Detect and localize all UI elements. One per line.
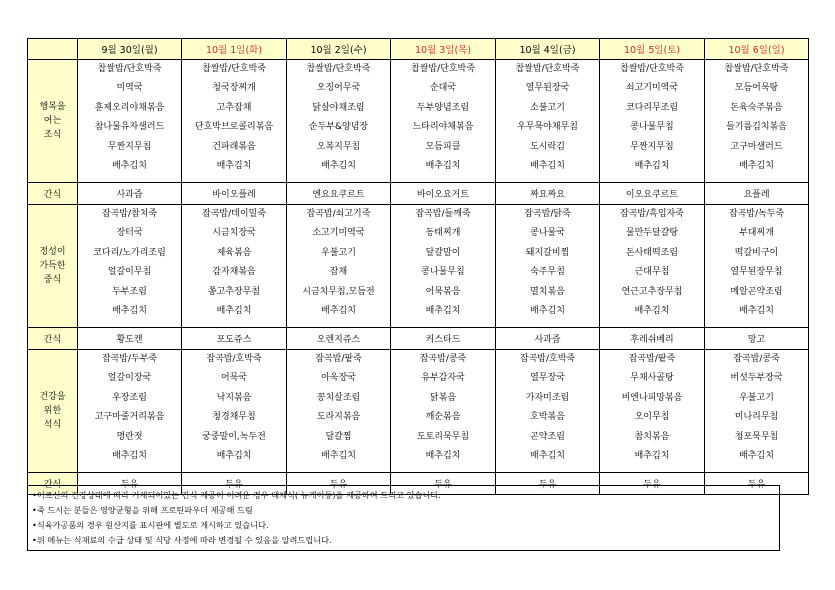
snack-item: 두유 <box>496 473 600 495</box>
day-header: 10월 2일(수) <box>287 39 391 60</box>
menu-item: 배추김치 <box>216 450 252 461</box>
menu-item: 고구마샐러드 <box>730 141 783 152</box>
menu-item: 잡곡밥/콩죽 <box>733 354 780 364</box>
menu-item: 가자미조림 <box>525 392 570 403</box>
snack-item: 두유 <box>705 473 809 495</box>
menu-item: 열무장국 <box>530 373 565 384</box>
menu-item: 깨순볶음 <box>425 412 461 423</box>
menu-item: 소불고기 <box>530 102 565 113</box>
menu-item: 잡채 <box>329 267 348 278</box>
day-menu-cell <box>78 60 182 183</box>
menu-item: 모듬피클 <box>425 141 461 152</box>
menu-item: 느타리야채볶음 <box>412 122 474 133</box>
day-menu-cell <box>182 350 287 473</box>
menu-item: 미나리무침 <box>734 412 779 423</box>
day-menu-cell <box>600 205 705 328</box>
menu-item: 찹쌀밥/단호박죽 <box>620 64 684 74</box>
snack-item: 바이오요거트 <box>391 183 496 205</box>
meal-category: 정성이 가득한 중식 <box>28 205 78 328</box>
menu-item: 청국장찌개 <box>212 83 256 94</box>
day-menu-cell <box>78 350 182 473</box>
meal-category: 건강을 위한 석식 <box>28 350 78 473</box>
menu-item: 잡곡밥/팥죽 <box>315 354 362 364</box>
menu-item: 무채사골탕 <box>630 373 674 384</box>
day-menu-cell <box>287 205 391 328</box>
day-menu-cell <box>705 205 809 328</box>
day-menu-cell <box>391 350 496 473</box>
menu-item: 도라지볶음 <box>316 412 361 423</box>
menu-item: 돈육숙주볶음 <box>730 102 783 113</box>
menu-item: 배추김치 <box>634 305 670 316</box>
menu-item: 숙주무침 <box>530 267 565 278</box>
menu-item: 청포묵무침 <box>734 431 779 442</box>
snack-item: 두유 <box>287 473 391 495</box>
menu-item: 콩나물무침 <box>421 267 465 278</box>
menu-item: 잡곡밥/흑임자죽 <box>620 209 684 219</box>
menu-item: 돈사태떡조림 <box>625 247 679 258</box>
menu-item: 시금치무침,모듬전 <box>302 286 375 297</box>
menu-item: 잡곡밥/닭죽 <box>524 209 571 219</box>
menu-item: 잡곡밥/데이밀죽 <box>202 209 266 219</box>
snack-item: 두유 <box>600 473 705 495</box>
menu-item: 청경채무침 <box>212 412 256 423</box>
menu-item: 잡곡밥/녹두죽 <box>728 209 785 219</box>
day-menu-cell <box>78 205 182 328</box>
menu-item: 아욱장국 <box>321 373 356 384</box>
day-header: 9월 30일(월) <box>78 39 182 60</box>
menu-item: 시금치장국 <box>212 228 256 239</box>
menu-item: 잡곡밥/팥죽 <box>628 354 676 364</box>
menu-item: 열무된장국 <box>525 83 570 94</box>
day-menu-cell <box>391 60 496 183</box>
menu-item: 참나물유자샐러드 <box>94 122 165 133</box>
snack-item: 엔요요쿠르트 <box>287 183 391 205</box>
menu-item: 유부감자국 <box>421 373 465 384</box>
menu-item: 배추김치 <box>739 450 774 461</box>
menu-item: 배추김치 <box>112 160 147 171</box>
menu-item: 제육볶음 <box>216 247 252 258</box>
menu-item: 잡곡밥/두부죽 <box>101 354 158 364</box>
menu-item: 물만두달걀탕 <box>625 228 679 239</box>
day-menu-cell <box>600 60 705 183</box>
menu-item: 잡곡밥/콩죽 <box>419 354 467 364</box>
menu-item: 꽁치살조림 <box>316 392 361 403</box>
menu-item: 배추김치 <box>425 160 461 171</box>
menu-item: 장터국 <box>116 228 143 239</box>
menu-item: 무짠지무침 <box>107 141 152 152</box>
menu-item: 배추김치 <box>739 160 774 171</box>
menu-item: 얼갈이장국 <box>107 373 152 384</box>
menu-item: 코다리무조림 <box>625 102 679 113</box>
meal-row <box>28 205 809 328</box>
menu-item: 코다리/노가리조림 <box>93 247 166 258</box>
menu-item: 달걀말이 <box>425 247 461 258</box>
menu-item: 단호박브로콜리볶음 <box>194 122 274 133</box>
menu-item: 잡곡밥/들깨죽 <box>415 209 471 219</box>
day-header: 10월 4일(금) <box>496 39 600 60</box>
menu-item: 찹쌀밥/단호박죽 <box>202 64 266 74</box>
menu-item: 잡곡밥/참치죽 <box>101 209 158 219</box>
menu-item: 잡곡밥/쇠고기죽 <box>306 209 371 219</box>
meal-category: 행복을 여는 조식 <box>28 60 78 183</box>
day-menu-cell <box>182 205 287 328</box>
corner-cell <box>28 39 78 60</box>
menu-item: 고구마줄거리볶음 <box>94 412 165 423</box>
day-menu-cell <box>182 60 287 183</box>
menu-item: 무짠지무침 <box>630 141 674 152</box>
menu-item: 근대무침 <box>634 267 670 278</box>
header-row <box>28 39 809 60</box>
menu-item: 배추김치 <box>530 305 565 316</box>
menu-item: 쇠고기미역국 <box>625 83 679 94</box>
day-header: 10월 3일(목) <box>391 39 496 60</box>
snack-label: 간식 <box>28 473 78 495</box>
menu-item: 오징어무국 <box>316 83 361 94</box>
menu-item: 배추김치 <box>112 450 147 461</box>
menu-item: 배추김치 <box>634 450 670 461</box>
snack-item: 이오요쿠르트 <box>600 183 705 205</box>
menu-item: 궁중말이,녹두전 <box>202 431 266 442</box>
day-menu-cell <box>391 205 496 328</box>
menu-item: 연근고추장무침 <box>621 286 683 297</box>
menu-item: 어묵국 <box>220 373 248 384</box>
snack-item: 두유 <box>182 473 287 495</box>
menu-item: 어묵볶음 <box>425 286 461 297</box>
snack-item: 요플레 <box>705 183 809 205</box>
snack-item: 커스타드 <box>391 328 496 350</box>
menu-item: 들기름김치볶음 <box>726 122 787 133</box>
menu-item: 동태찌개 <box>425 228 461 239</box>
menu-item: 버섯두부장국 <box>730 373 783 384</box>
menu-item: 배추김치 <box>425 305 461 316</box>
menu-item: 닭살야채조림 <box>312 102 365 113</box>
menu-item: 배추김치 <box>321 305 356 316</box>
day-menu-cell <box>496 60 600 183</box>
menu-item: 두부양념조림 <box>416 102 470 113</box>
snack-label: 간식 <box>28 183 78 205</box>
note-line: •어르신의 건강상태에 따라 기재되어있는 간식 제공이 어려운 경우 대체식( 뉴케어등)을 제공하여 드리고 있습니다. <box>32 490 441 500</box>
menu-item: 찹쌀밥/단호박죽 <box>515 64 580 74</box>
menu-item: 고추잡채 <box>216 102 252 113</box>
menu-item: 우불고기 <box>739 392 774 403</box>
menu-item: 배추김치 <box>425 450 461 461</box>
meal-row <box>28 350 809 473</box>
menu-item: 닭볶음 <box>429 392 457 403</box>
menu-item: 두부조림 <box>112 286 147 297</box>
menu-item: 배추김치 <box>321 450 356 461</box>
menu-item: 잡곡밥/호박죽 <box>519 354 576 364</box>
menu-item: 달걀찜 <box>325 431 352 442</box>
menu-item: 배추김치 <box>112 305 147 316</box>
menu-item: 미역국 <box>116 83 143 94</box>
menu-item: 우장조림 <box>112 392 147 403</box>
menu-item: 순두부&양념장 <box>308 122 369 133</box>
snack-item: 바이오플레 <box>182 183 287 205</box>
note-line: •식육가공품의 경우 원산지를 표시판에 별도로 게시하고 있습니다. <box>32 520 269 530</box>
meal-row <box>28 60 809 183</box>
day-header: 10월 1일(화) <box>182 39 287 60</box>
menu-item: 배추김치 <box>216 305 252 316</box>
menu-item: 배추김치 <box>216 160 252 171</box>
day-menu-cell <box>287 60 391 183</box>
menu-item: 배추김치 <box>530 450 565 461</box>
snack-row <box>28 328 809 350</box>
menu-item: 찹쌀밥/단호박죽 <box>411 64 475 74</box>
menu-item: 도토리묵무침 <box>416 431 470 442</box>
menu-item: 쫑고추장무침 <box>207 286 261 297</box>
menu-item: 소고기미역국 <box>312 228 365 239</box>
menu-item: 낙지볶음 <box>216 392 252 403</box>
snack-item: 두유 <box>391 473 496 495</box>
snack-item: 두유 <box>78 473 182 495</box>
menu-item: 참치볶음 <box>634 431 670 442</box>
menu-item: 배추김치 <box>530 160 565 171</box>
snack-item: 포도쥬스 <box>182 328 287 350</box>
day-menu-cell <box>600 350 705 473</box>
snack-item: 후레쉬베리 <box>600 328 705 350</box>
meal-rows <box>28 60 809 495</box>
note-line: •위 메뉴는 식재료의 수급 상태 및 식당 사정에 따라 변경될 수 있음을 알려드립니다. <box>32 535 332 545</box>
note-line: •죽 드시는 분들은 영양균형을 위해 프로틴파우더 제공해 드림 <box>32 505 253 515</box>
snack-item: 사과즙 <box>78 183 182 205</box>
menu-item: 우무묵야채무침 <box>517 122 578 133</box>
snack-item: 황도캔 <box>78 328 182 350</box>
snack-label: 간식 <box>28 328 78 350</box>
weekly-menu-table <box>27 38 809 495</box>
snack-item: 오렌지쥬스 <box>287 328 391 350</box>
snack-item: 짜요짜요 <box>496 183 600 205</box>
day-header: 10월 6일(일) <box>705 39 809 60</box>
menu-item: 오이무침 <box>634 412 670 423</box>
menu-item: 건파래볶음 <box>212 141 256 152</box>
menu-item: 콩나물무침 <box>630 122 674 133</box>
menu-item: 잡곡밥/호박죽 <box>206 354 262 364</box>
menu-item: 훈제오리야채볶음 <box>94 102 165 113</box>
menu-item: 콩나물국 <box>530 228 565 239</box>
menu-item: 돼지갈비찜 <box>525 247 570 258</box>
menu-item: 비엔나피망볶음 <box>621 392 683 403</box>
menu-item: 오복지무침 <box>316 141 361 152</box>
menu-item: 열무된장무침 <box>730 267 783 278</box>
menu-item: 배추김치 <box>634 160 670 171</box>
menu-item: 찹쌀밥/단호박죽 <box>97 64 162 74</box>
menu-item: 감자채볶음 <box>212 267 256 278</box>
day-menu-cell <box>705 350 809 473</box>
menu-item: 얼갈이무침 <box>107 267 152 278</box>
menu-item: 모듬어묵탕 <box>734 83 779 94</box>
menu-item: 부대찌개 <box>739 228 774 239</box>
menu-item: 찹쌀밥/단호박죽 <box>306 64 371 74</box>
menu-item: 우불고기 <box>321 247 356 258</box>
day-menu-cell <box>496 350 600 473</box>
menu-item: 멸치볶음 <box>530 286 565 297</box>
notes-box <box>27 485 780 551</box>
menu-item: 찹쌀밥/단호박죽 <box>724 64 789 74</box>
menu-item: 떡갈비구이 <box>734 247 779 258</box>
menu-item: 도시락김 <box>530 141 565 152</box>
menu-item: 명란젓 <box>116 431 143 442</box>
day-menu-cell <box>705 60 809 183</box>
menu-item: 메알곤약조림 <box>730 286 783 297</box>
snack-item: 사과즙 <box>496 328 600 350</box>
day-menu-cell <box>496 205 600 328</box>
snack-item: 망고 <box>705 328 809 350</box>
menu-item: 순대국 <box>429 83 457 94</box>
menu-item: 배추김치 <box>739 305 774 316</box>
menu-item: 곤약조림 <box>530 431 565 442</box>
day-menu-cell <box>287 350 391 473</box>
day-header: 10월 5일(토) <box>600 39 705 60</box>
menu-item: 호박볶음 <box>530 412 565 423</box>
snack-row <box>28 183 809 205</box>
menu-item: 배추김치 <box>321 160 356 171</box>
